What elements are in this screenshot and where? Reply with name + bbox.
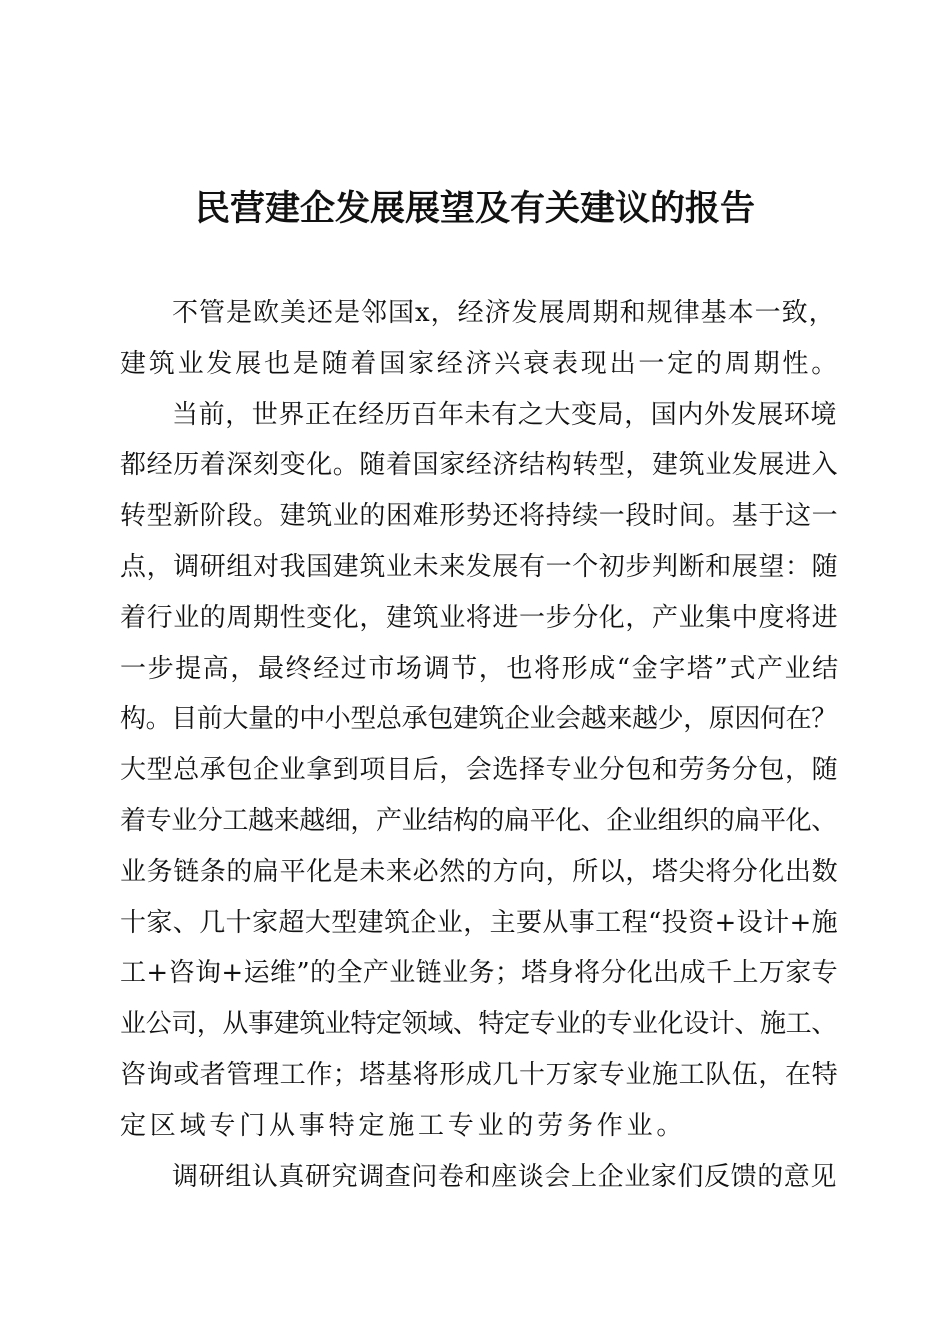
paragraph-2-line-9: 着专业分工越来越细，产业结构的扁平化、企业组织的扁平化、 <box>120 805 837 836</box>
paragraph-2-line-6: 一步提高，最终经过市场调节，也将形成“金字塔”式产业结 <box>120 653 840 684</box>
document-title: 民营建企发展展望及有关建议的报告 <box>194 188 755 229</box>
paragraph-2-line-10: 业务链条的扁平化是未来必然的方向，所以，塔尖将分化出数 <box>120 856 839 887</box>
paragraph-2-line-1: 当前，世界正在经历百年未有之大变局，国内外发展环境 <box>172 399 838 430</box>
paragraph-2-line-8: 大型总承包企业拿到项目后，会选择专业分包和劳务分包，随 <box>120 755 839 786</box>
paragraph-1-line-2: 建筑业发展也是随着国家经济兴衰表现出一定的周期性。 <box>120 348 841 379</box>
paragraph-3-line-1: 调研组认真研究调查问卷和座谈会上企业家们反馈的意见 <box>172 1161 838 1192</box>
paragraph-2-line-2: 都经历着深刻变化。随着国家经济结构转型，建筑业发展进入 <box>120 450 839 481</box>
paragraph-2-line-13: 业公司，从事建筑业特定领域、特定专业的专业化设计、施工、 <box>120 1009 837 1040</box>
paragraph-2-line-11: 十家、几十家超大型建筑企业，主要从事工程“投资+设计+施 <box>120 907 839 938</box>
paragraph-2-line-4: 点，调研组对我国建筑业未来发展有一个初步判断和展望：随 <box>120 551 839 582</box>
document-body <box>120 288 840 1202</box>
paragraph-2-line-7: 构。目前大量的中小型总承包建筑企业会越来越少，原因何在？ <box>120 704 837 735</box>
paragraph-2-line-15: 定区域专门从事特定施工专业的劳务作业。 <box>120 1110 687 1141</box>
paragraph-2-line-3: 转型新阶段。建筑业的困难形势还将持续一段时间。基于这一 <box>120 501 839 532</box>
paragraph-1-line-1: 不管是欧美还是邻国x，经济发展周期和规律基本一致， <box>172 298 836 328</box>
paragraph-2-line-5: 着行业的周期性变化，建筑业将进一步分化，产业集中度将进 <box>120 602 839 633</box>
paragraph-2-line-12: 工+咨询+运维”的全产业链业务；塔身将分化出成千上万家专 <box>120 958 839 989</box>
paragraph-2-line-14: 咨询或者管理工作；塔基将形成几十万家专业施工队伍，在特 <box>120 1059 839 1090</box>
